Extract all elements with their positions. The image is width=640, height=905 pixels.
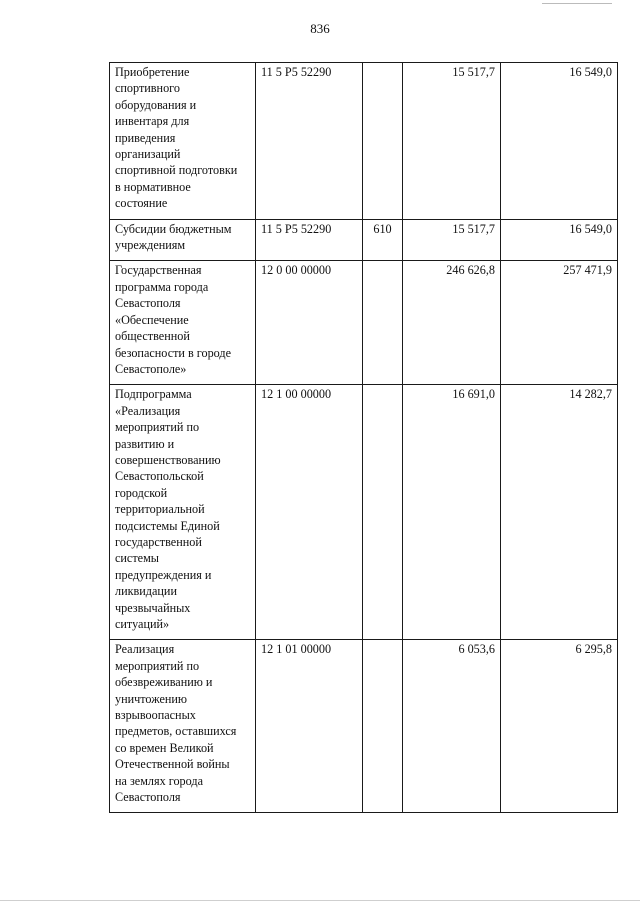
scan-artifact-line <box>0 900 640 901</box>
table-row <box>110 640 618 813</box>
row-name-cell: Субсидии бюджетным учреждениям <box>110 219 256 261</box>
row-amount-year2-cell: 257 471,9 <box>501 261 618 385</box>
row-name-cell: Государственная программа города Севастополя «Обеспечение общественной безопасности в городе Севастополе» <box>110 261 256 385</box>
table-row <box>110 385 618 640</box>
table-row <box>110 219 618 261</box>
row-code-cell: 12 1 00 00000 <box>256 385 363 640</box>
row-amount-year1-cell: 16 691,0 <box>403 385 501 640</box>
row-expense-type-cell: 610 <box>363 219 403 261</box>
row-expense-type-cell <box>363 63 403 220</box>
table-row <box>110 63 618 220</box>
row-amount-year1-cell: 15 517,7 <box>403 63 501 220</box>
row-expense-type-cell <box>363 385 403 640</box>
row-expense-type-cell <box>363 261 403 385</box>
row-amount-year1-cell: 6 053,6 <box>403 640 501 813</box>
budget-table-body <box>110 63 618 813</box>
row-amount-year1-cell: 246 626,8 <box>403 261 501 385</box>
row-name-cell: Приобретение спортивного оборудования и инвентаря для приведения организаций спортивной подготовки в нормативное состояние <box>110 63 256 220</box>
row-amount-year1-cell: 15 517,7 <box>403 219 501 261</box>
budget-table <box>109 62 618 813</box>
row-code-cell: 12 1 01 00000 <box>256 640 363 813</box>
row-amount-year2-cell: 16 549,0 <box>501 63 618 220</box>
row-amount-year2-cell: 16 549,0 <box>501 219 618 261</box>
row-code-cell: 12 0 00 00000 <box>256 261 363 385</box>
row-expense-type-cell <box>363 640 403 813</box>
row-code-cell: 11 5 P5 52290 <box>256 219 363 261</box>
page-number: 836 <box>310 21 330 36</box>
row-name-cell: Реализация мероприятий по обезвреживанию и уничтожению взрывоопасных предметов, оставшихся со времен Великой Отечественной войны на землях города Севастополя <box>110 640 256 813</box>
row-amount-year2-cell: 6 295,8 <box>501 640 618 813</box>
row-amount-year2-cell: 14 282,7 <box>501 385 618 640</box>
row-name-cell: Подпрограмма «Реализация мероприятий по развитию и совершенствованию Севастопольской городской территориальной подсистемы Единой государственной системы предупреждения и ликвидации чрезвычайных ситуаций» <box>110 385 256 640</box>
row-code-cell: 11 5 P5 52290 <box>256 63 363 220</box>
table-row <box>110 261 618 385</box>
scan-artifact-line <box>542 3 612 4</box>
